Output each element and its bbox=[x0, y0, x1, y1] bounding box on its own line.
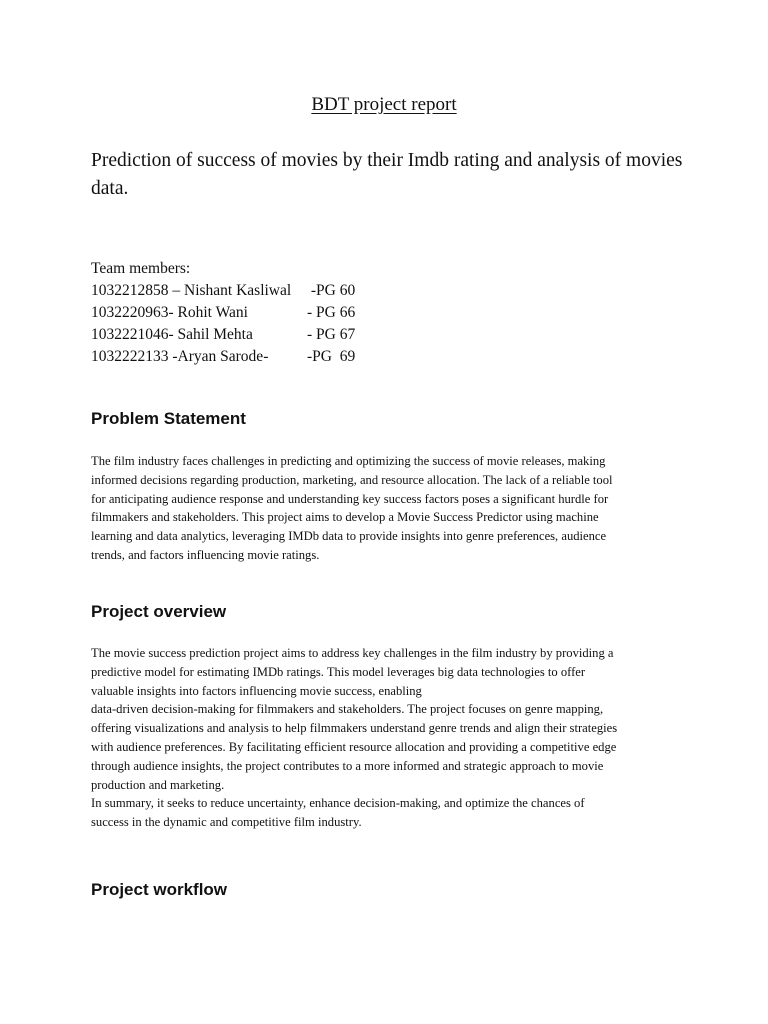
team-member-row bbox=[91, 302, 355, 324]
team-member-group: -PG 60 bbox=[307, 282, 356, 299]
team-members-label: Team members: bbox=[91, 260, 191, 277]
team-member-id-name: 1032221046- Sahil Mehta bbox=[91, 326, 253, 343]
team-member-row bbox=[91, 346, 355, 368]
problem-statement-heading: Problem Statement bbox=[91, 409, 246, 428]
project-overview-text bbox=[91, 644, 651, 832]
team-member-row bbox=[91, 280, 355, 302]
team-member-group: - PG 66 bbox=[307, 304, 356, 321]
team-member-id-name: 1032222133 -Aryan Sarode- bbox=[91, 348, 269, 365]
team-member-id-name: 1032212858 – Nishant Kasliwal bbox=[91, 282, 292, 299]
team-members-block bbox=[91, 258, 355, 368]
team-member-id-name: 1032220963- Rohit Wani bbox=[91, 304, 248, 321]
project-overview-paragraph: The movie success prediction project aims to address key challenges in the film industry by providing a predictive model for estimating IMDb ratings. This model leverages big data technologies to offer valuable insights into factors influencing movie success, enabling data-driven decision-making for filmmakers and stakeholders. The project focuses on genre mapping, offering visualizations and analysis to help filmmakers understand genre trends and align their strategies with audience preferences. By facilitating efficient resource allocation and providing a competitive edge through audience insights, the project contributes to a more informed and strategic approach to movie production and marketing. bbox=[91, 646, 618, 792]
project-overview-summary: In summary, it seeks to reduce uncertainty, enhance decision-making, and optimize the chances of success in the dynamic and competitive film industry. bbox=[91, 796, 585, 830]
document-title: BDT project report bbox=[311, 94, 457, 115]
team-member-row bbox=[91, 324, 355, 346]
team-member-group: - PG 67 bbox=[307, 326, 356, 343]
project-overview-heading: Project overview bbox=[91, 602, 227, 621]
project-workflow-heading: Project workflow bbox=[91, 880, 228, 899]
problem-statement-text bbox=[91, 452, 651, 565]
document-subtitle: Prediction of success of movies by their Imdb rating and analysis of movies data. bbox=[91, 150, 683, 199]
team-member-group: -PG 69 bbox=[307, 348, 356, 365]
problem-statement-paragraph: The film industry faces challenges in predicting and optimizing the success of movie releases, making informed decisions regarding production, marketing, and resource allocation. The lack of a reliable tool for anticipating audience response and understanding key success factors poses a significant hurdle for filmmakers and stakeholders. This project aims to develop a Movie Success Predictor using machine learning and data analytics, leveraging IMDb data to provide insights into genre preferences, audience trends, and factors influencing movie ratings. bbox=[91, 454, 613, 562]
